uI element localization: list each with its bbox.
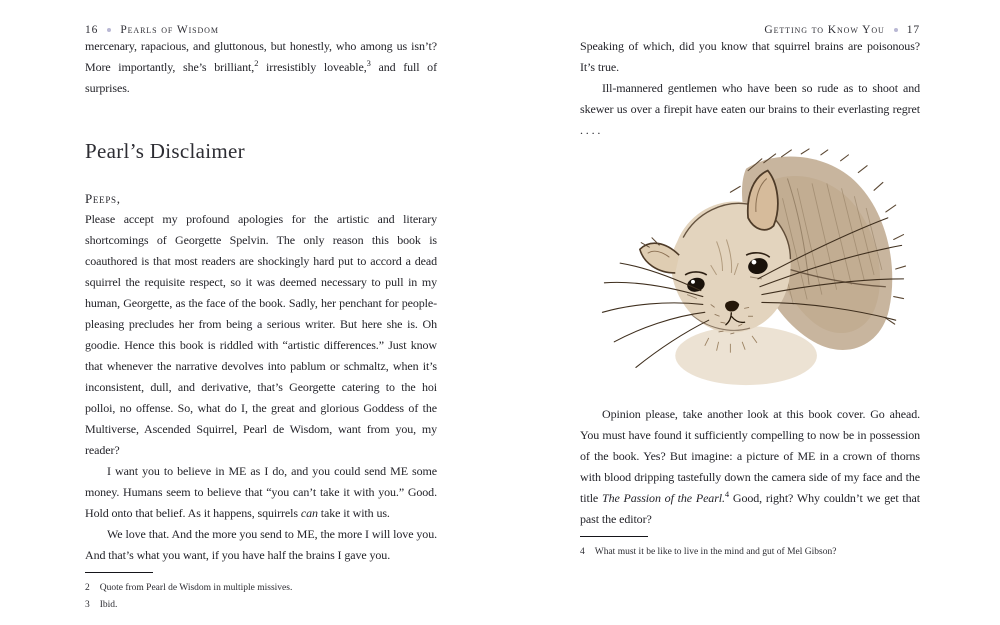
paragraph-text: take it with us. — [317, 506, 390, 520]
running-header-right — [580, 24, 920, 36]
page-number-left: 16 — [85, 24, 99, 36]
footnote-number: 3 — [85, 599, 90, 610]
footnote-number: 4 — [580, 547, 585, 557]
body-paragraph — [85, 461, 437, 524]
running-header-title-left: Pearls of Wisdom — [120, 24, 219, 36]
squirrel-illustration — [598, 147, 908, 398]
italic-text: can — [300, 506, 318, 520]
running-header-left — [85, 24, 437, 36]
left-page — [85, 24, 437, 613]
footnote-separator — [85, 572, 153, 573]
footnote-number: 2 — [85, 583, 90, 593]
footnotes-left — [85, 572, 437, 613]
header-bullet-icon — [107, 28, 111, 32]
body-paragraph — [85, 36, 437, 99]
footnote-text: What must it be like to live in the mind and gut of Mel Gibson? — [594, 547, 837, 557]
paragraph-text: Opinion please, take another look at this book cover. Go ahead. You must have found it sufficiently compelling to now be in possession of the book. Yes? But imagine: a picture of ME in a crown of thorns with blood dripping tastefully down the camera side of my face and the title — [580, 407, 920, 505]
body-paragraph: Speaking of which, did you know that squirrel brains are poisonous? It’s true. — [580, 39, 920, 74]
paragraph-text: I want you to believe in ME as I do, and you could send ME some money. Humans seem to believe that “you can’t take it with you.” Good. Hold onto that belief. As it happens, squirrels — [85, 464, 437, 520]
italic-book-title: The Passion of the Pearl. — [602, 491, 725, 505]
footnote-separator — [580, 536, 648, 537]
squirrel-sketch-image — [598, 147, 908, 393]
paragraph-text: and full of surprises. — [85, 60, 437, 95]
footnote-text: Ibid. — [99, 599, 118, 610]
salutation: Peeps, — [85, 191, 121, 206]
page-number-right: 17 — [906, 24, 920, 36]
footnote-marker: 4 — [724, 489, 730, 499]
body-paragraph: Ill-mannered gentlemen who have been so rude as to shoot and skewer us over a firepit have eaten our brains to their everlasting regret . . . . — [580, 81, 920, 137]
header-bullet-icon — [894, 28, 898, 32]
footnote — [85, 597, 437, 614]
paragraph-text: mercenary, rapacious, and gluttonous, but honestly, who among us isn’t? More importantly, she’s brilliant, — [85, 39, 437, 74]
body-paragraph: We love that. And the more you send to ME, the more I will love you. And that’s what you want, if you have half the brains I gave you. — [85, 527, 437, 562]
footnote-marker: 3 — [366, 58, 371, 68]
paragraph-text: Good, right? Why couldn’t we get that past the editor? — [580, 491, 920, 526]
body-paragraph: Please accept my profound apologies for the artistic and literary shortcomings of Georgette Spelvin. The only reason this book is coauthored is that most readers are shockingly hard put to accord a dead squirrel the requisite respect, so it was deemed necessary to pull in my human, Georgette, as the face of the book. Sadly, her penchant for people-pleasing precludes her from being a serious writer. But here she is. Oh goodie. Hence this book is riddled with “artistic differences.” Just know that whenever the narrative devolves into pablum or schmaltz, when it’s inconsistent, dull, and derivative, that’s Georgette catering to the hoi polloi, no offense. So, what do I, the great and glorious Goddess of the Multiverse, Ascended Squirrel, Pearl de Wisdom, want from you, my reader? — [85, 212, 437, 457]
footnote-marker: 2 — [254, 58, 259, 68]
paragraph-text: irresistibly loveable, — [258, 60, 367, 74]
running-header-title-right: Getting to Know You — [764, 24, 885, 36]
footnote — [580, 544, 920, 561]
right-page — [580, 24, 920, 561]
footnote-text: Quote from Pearl de Wisdom in multiple missives. — [99, 583, 293, 593]
section-heading: Pearl’s Disclaimer — [85, 139, 245, 163]
footnote — [85, 580, 437, 597]
footnotes-right — [580, 536, 920, 561]
body-paragraph — [580, 404, 920, 530]
